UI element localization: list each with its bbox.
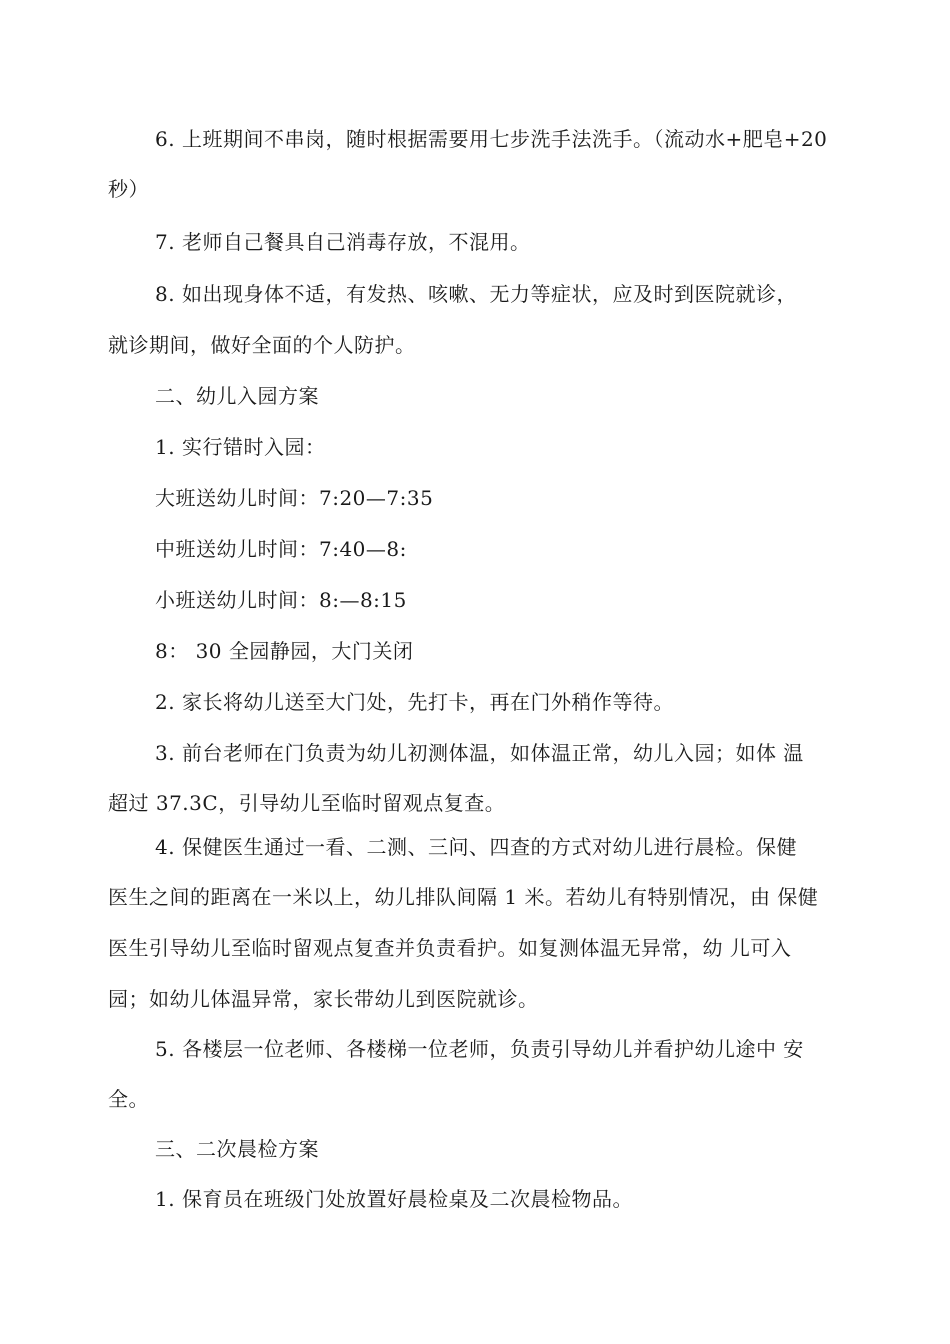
section-heading: 二、幼儿入园方案 (155, 384, 319, 408)
text-line: 3. 前台老师在门负责为幼儿初测体温，如体温正常，幼儿入园；如体 温 (155, 741, 804, 765)
text-line: 5. 各楼层一位老师、各楼梯一位老师，负责引导幼儿并看护幼儿途中 安 (155, 1037, 804, 1061)
text-line: 2. 家长将幼儿送至大门处，先打卡，再在门外稍作等待。 (155, 690, 674, 714)
section-heading: 三、二次晨检方案 (155, 1137, 319, 1161)
text-line: 1. 保育员在班级门处放置好晨检桌及二次晨检物品。 (155, 1187, 633, 1211)
text-line: 秒） (108, 177, 149, 201)
text-line: 就诊期间，做好全面的个人防护。 (108, 333, 416, 357)
text-line: 医生之间的距离在一米以上，幼儿排队间隔 1 米。若幼儿有特别情况，由 保健 (108, 885, 819, 909)
text-line: 超过 37.3C，引导幼儿至临时留观点复查。 (108, 791, 506, 815)
text-line: 小班送幼儿时间：8:—8:15 (155, 588, 407, 612)
text-line: 7. 老师自己餐具自己消毒存放，不混用。 (155, 230, 531, 254)
text-line: 8. 如出现身体不适，有发热、咳嗽、无力等症状，应及时到医院就诊， (155, 282, 797, 306)
text-line: 全。 (108, 1087, 149, 1111)
text-line: 4. 保健医生通过一看、二测、三问、四查的方式对幼儿进行晨检。保健 (155, 835, 797, 859)
text-line: 园；如幼儿体温异常，家长带幼儿到医院就诊。 (108, 987, 539, 1011)
text-line: 1. 实行错时入园： (155, 435, 326, 459)
text-line: 8： 30 全园静园，大门关闭 (155, 639, 414, 663)
text-line: 医生引导幼儿至临时留观点复查并负责看护。如复测体温无异常，幼 儿可入 (108, 936, 792, 960)
text-line: 中班送幼儿时间：7:40—8: (155, 537, 407, 561)
text-line: 6. 上班期间不串岗，随时根据需要用七步洗手法洗手。（流动水+肥皂+20 (155, 127, 828, 151)
text-line: 大班送幼儿时间：7:20—7:35 (155, 486, 434, 510)
